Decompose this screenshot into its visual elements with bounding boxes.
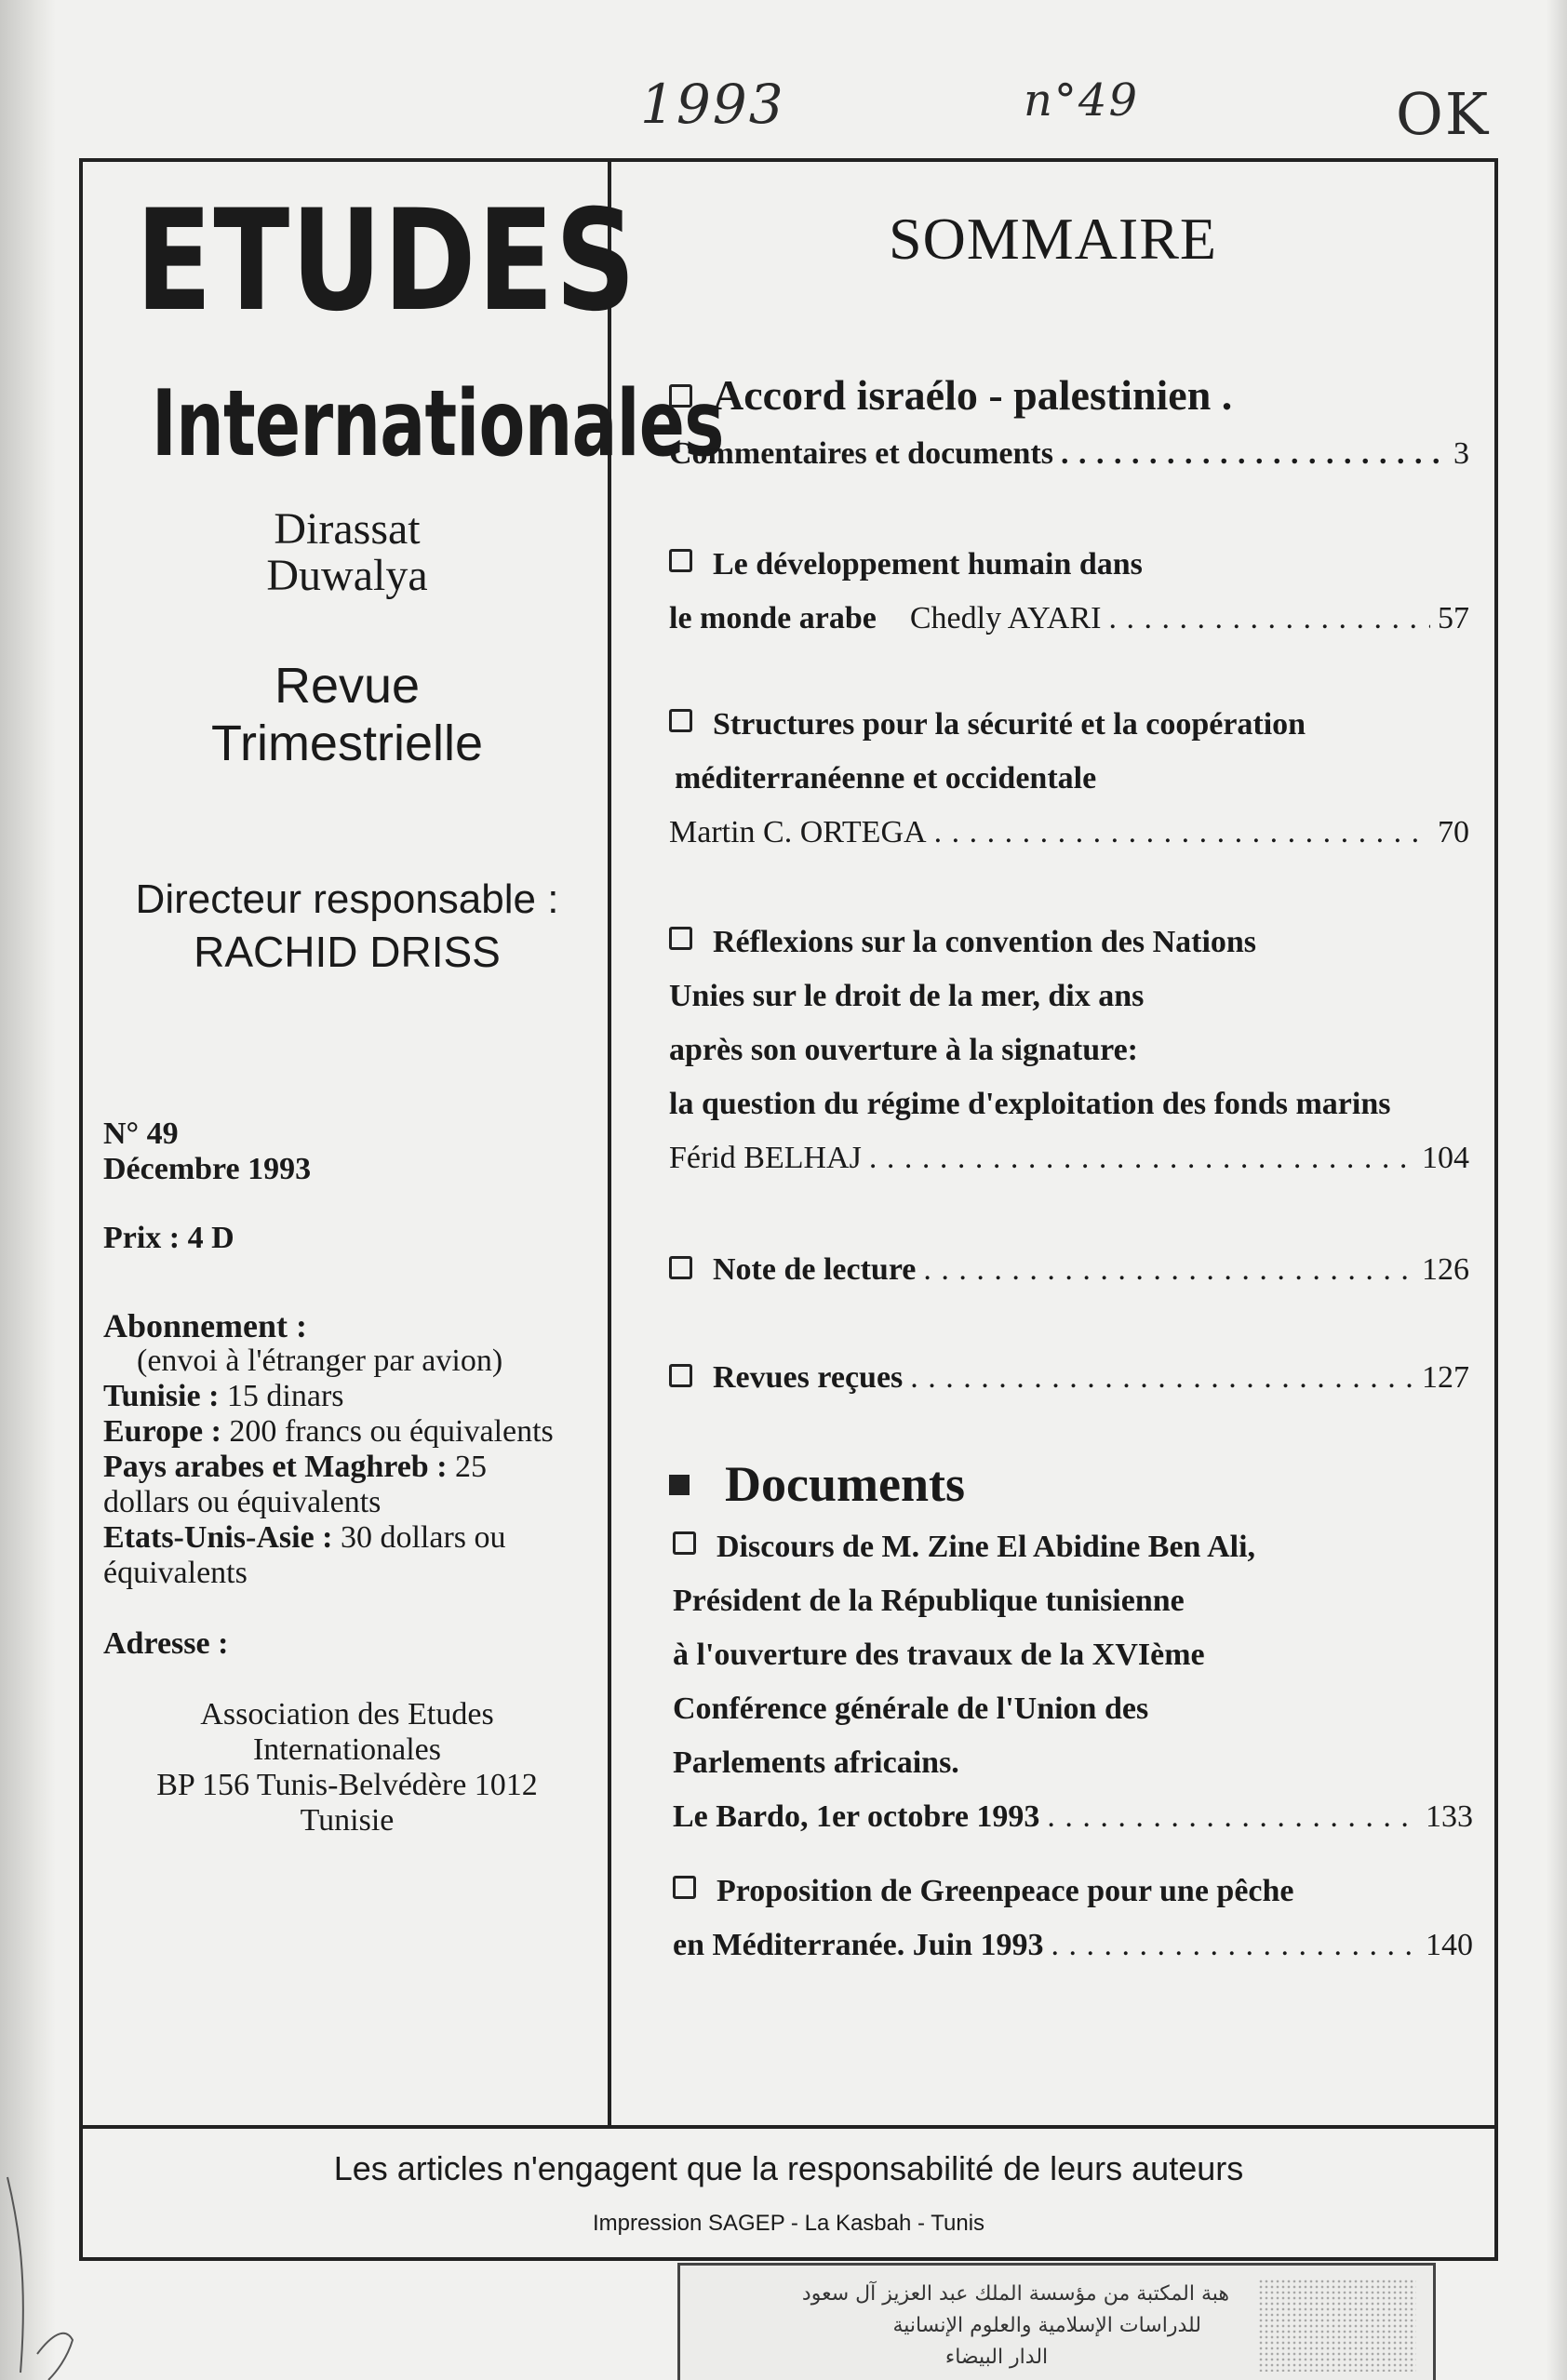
page-edge-shadow (1547, 0, 1567, 2380)
toc-page-number: 127 (1422, 1360, 1469, 1395)
subscription-europe: Europe : 200 francs ou équivalents (103, 1414, 554, 1449)
toc-entry[interactable] (669, 368, 1469, 481)
document-entry-title: Discours de M. Zine El Abidine Ben Ali, (717, 1530, 1256, 1564)
toc-page-number: 57 (1438, 601, 1469, 635)
document-entry-line: à l'ouverture des travaux de la XVIème (673, 1638, 1205, 1672)
director-name: RACHID DRISS (194, 928, 501, 976)
toc-entry-author: Martin C. ORTEGA (669, 815, 927, 849)
toc-page-number: 133 (1426, 1799, 1473, 1834)
toc-entry[interactable] (669, 916, 1469, 1185)
address-line-1: Association des Etudes (200, 1697, 494, 1732)
checkbox-icon (669, 709, 692, 732)
toc-page-number: 126 (1422, 1252, 1469, 1287)
toc-entry-title: Note de lecture (713, 1252, 917, 1287)
document-entry[interactable] (673, 1865, 1473, 1972)
toc-entry-subtitle: Commentaires et documents (669, 436, 1053, 471)
document-entry-line: Le Bardo, 1er octobre 1993 (673, 1799, 1040, 1834)
subscription-usa: Etats-Unis-Asie : 30 dollars ou (103, 1520, 506, 1555)
director-label: Directeur responsable : (135, 876, 559, 922)
toc-entry[interactable] (669, 538, 1469, 646)
toc-page-number: 3 (1453, 436, 1469, 471)
toc-entry-subtitle: la question du régime d'exploitation des fonds marins (669, 1087, 1391, 1121)
toc-page-number: 104 (1422, 1141, 1469, 1175)
stamp-line-1: هبة المكتبة من مؤسسة الملك عبد العزيز آل سعود (801, 2282, 1229, 2306)
issue-date: Décembre 1993 (103, 1152, 312, 1186)
checkbox-icon (669, 927, 692, 950)
sommaire-column (611, 162, 1494, 2125)
subscription-heading: Abonnement : (103, 1307, 308, 1344)
checkbox-icon (669, 384, 692, 408)
toc-page-number: 70 (1438, 815, 1469, 849)
dot-leader (1051, 1919, 1419, 1972)
subscription-arab: Pays arabes et Maghreb : 25 (103, 1450, 488, 1484)
stamp-seal-pattern (1258, 2279, 1416, 2372)
toc-entry-subtitle: méditerranéenne et occidentale (675, 761, 1097, 796)
document-entry-line: Conférence générale de l'Union des (673, 1691, 1149, 1726)
toc-entry-author: Férid BELHAJ (669, 1141, 862, 1175)
dot-leader (869, 1131, 1414, 1185)
document-entry-line: Président de la République tunisienne (673, 1584, 1185, 1618)
stamp-line-3: الدار البيضاء (944, 2346, 1049, 2369)
library-stamp (677, 2263, 1436, 2380)
toc-entry-title: Réflexions sur la convention des Nations (713, 925, 1257, 959)
alt-title-line-1: Dirassat (274, 504, 421, 554)
masthead-column (83, 162, 724, 2125)
toc-entry[interactable] (669, 698, 1469, 860)
masthead-subtitle: Internationales (151, 371, 724, 477)
handwritten-issue-number: n°49 (1024, 74, 1139, 127)
journal-type-line-2: Trimestrielle (210, 715, 484, 771)
toc-entry-title: Revues reçues (713, 1360, 904, 1395)
stamp-line-2: للدراسات الإسلامية والعلوم الإنسانية (892, 2314, 1201, 2337)
subscription-note: (envoi à l'étranger par avion) (137, 1344, 503, 1378)
dot-leader (1047, 1790, 1418, 1844)
footer (83, 2125, 1494, 2257)
toc-entry-title: Accord israélo - palestinien . (713, 371, 1233, 419)
pen-mark-decoration (0, 2140, 84, 2380)
document-entry[interactable] (673, 1520, 1473, 1844)
dot-leader (1061, 427, 1446, 481)
handwritten-year: 1993 (640, 73, 785, 136)
square-bullet-icon (669, 1475, 690, 1495)
dot-leader (923, 1243, 1414, 1297)
checkbox-icon (673, 1876, 696, 1899)
dot-leader (1108, 592, 1430, 646)
dot-leader (910, 1351, 1414, 1405)
toc-entry-subtitle: le monde arabe (669, 601, 877, 635)
printer-credit: Impression SAGEP - La Kasbah - Tunis (592, 2211, 985, 2236)
checkbox-icon (669, 1364, 692, 1387)
cover-frame (79, 158, 1498, 2261)
subscription-usa-cont: équivalents (103, 1556, 248, 1590)
masthead-title: ETUDES (135, 181, 637, 342)
address-line-4: Tunisie (300, 1803, 395, 1838)
checkbox-icon (669, 1256, 692, 1279)
binding-shadow (0, 0, 56, 2380)
checkbox-icon (673, 1531, 696, 1555)
subscription-tunisie: Tunisie : 15 dinars (103, 1379, 344, 1413)
toc-entry-subtitle: Unies sur le droit de la mer, dix ans (669, 979, 1145, 1013)
issue-price: Prix : 4 D (103, 1221, 234, 1255)
address-line-2: Internationales (252, 1732, 442, 1767)
toc-entry[interactable] (669, 1351, 1469, 1405)
toc-entry-subtitle: après son ouverture à la signature: (669, 1033, 1139, 1067)
journal-type-line-1: Revue (274, 658, 421, 714)
toc-entry[interactable] (669, 1243, 1469, 1297)
issue-number: N° 49 (103, 1116, 179, 1151)
toc-page-number: 140 (1426, 1928, 1473, 1962)
document-entry-line: Parlements africains. (673, 1745, 959, 1780)
address-label: Adresse : (103, 1626, 229, 1661)
disclaimer-text: Les articles n'engagent que la responsabilité de leurs auteurs (333, 2149, 1244, 2187)
alt-title-line-2: Duwalya (266, 551, 428, 600)
subscription-arab-cont: dollars ou équivalents (103, 1485, 382, 1519)
document-entry-title: Proposition de Greenpeace pour une pêche (717, 1874, 1294, 1908)
document-entry-line: en Méditerranée. Juin 1993 (673, 1928, 1044, 1962)
checkbox-icon (669, 549, 692, 572)
toc-entry-title: Structures pour la sécurité et la coopération (713, 707, 1306, 742)
handwritten-check-mark: OK (1396, 80, 1491, 148)
documents-section-heading: Documents (669, 1450, 1469, 1526)
dot-leader (934, 806, 1430, 860)
toc-entry-title: Le développement humain dans (713, 547, 1143, 582)
toc-entry-author: Chedly AYARI (909, 601, 1102, 635)
address-line-3: BP 156 Tunis-Belvédère 1012 (156, 1768, 538, 1802)
sommaire-title: SOMMAIRE (889, 206, 1217, 272)
